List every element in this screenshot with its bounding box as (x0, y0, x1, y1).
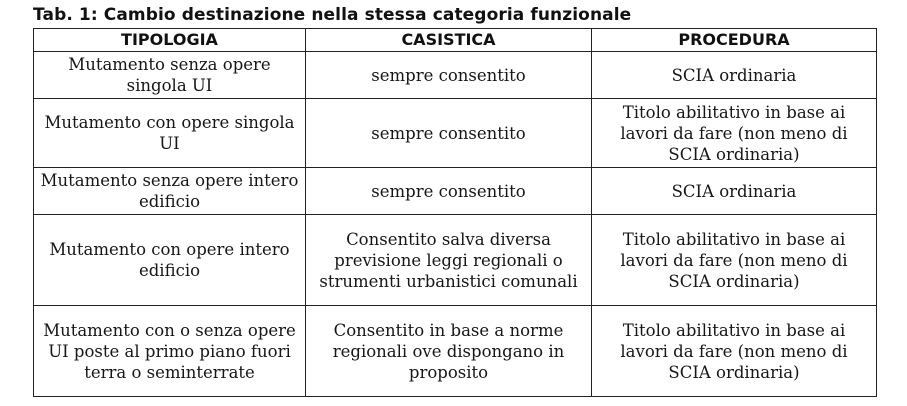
table-row (34, 168, 877, 215)
header-tipologia: TIPOLOGIA (34, 29, 306, 52)
cell-tipologia: Mutamento con opere singola UI (34, 99, 306, 168)
cell-tipologia: Mutamento con o senza opere UI poste al primo piano fuori terra o seminterrate (34, 306, 306, 397)
table-row (34, 52, 877, 99)
cell-tipologia: Mutamento senza opere intero edificio (34, 168, 306, 215)
cell-tipologia: Mutamento con opere intero edificio (34, 215, 306, 306)
cell-casistica: sempre consentito (306, 52, 592, 99)
header-casistica: CASISTICA (306, 29, 592, 52)
cell-casistica: sempre consentito (306, 168, 592, 215)
cell-casistica: Consentito salva diversa previsione leggi regionali o strumenti urbanistici comunali (306, 215, 592, 306)
table-row (34, 215, 877, 306)
header-procedura: PROCEDURA (592, 29, 877, 52)
table-row (34, 306, 877, 397)
cell-tipologia: Mutamento senza opere singola UI (34, 52, 306, 99)
table-row (34, 99, 877, 168)
cell-casistica: sempre consentito (306, 99, 592, 168)
cell-procedura: Titolo abilitativo in base ai lavori da fare (non meno di SCIA ordinaria) (592, 99, 877, 168)
cell-procedura: SCIA ordinaria (592, 168, 877, 215)
cell-procedura: SCIA ordinaria (592, 52, 877, 99)
cell-procedura: Titolo abilitativo in base ai lavori da fare (non meno di SCIA ordinaria) (592, 215, 877, 306)
cell-casistica: Consentito in base a norme regionali ove dispongano in proposito (306, 306, 592, 397)
cell-procedura: Titolo abilitativo in base ai lavori da fare (non meno di SCIA ordinaria) (592, 306, 877, 397)
table-caption: Tab. 1: Cambio destinazione nella stessa categoria funzionale (33, 5, 632, 25)
header-row (34, 29, 877, 52)
destination-change-table (33, 28, 877, 397)
